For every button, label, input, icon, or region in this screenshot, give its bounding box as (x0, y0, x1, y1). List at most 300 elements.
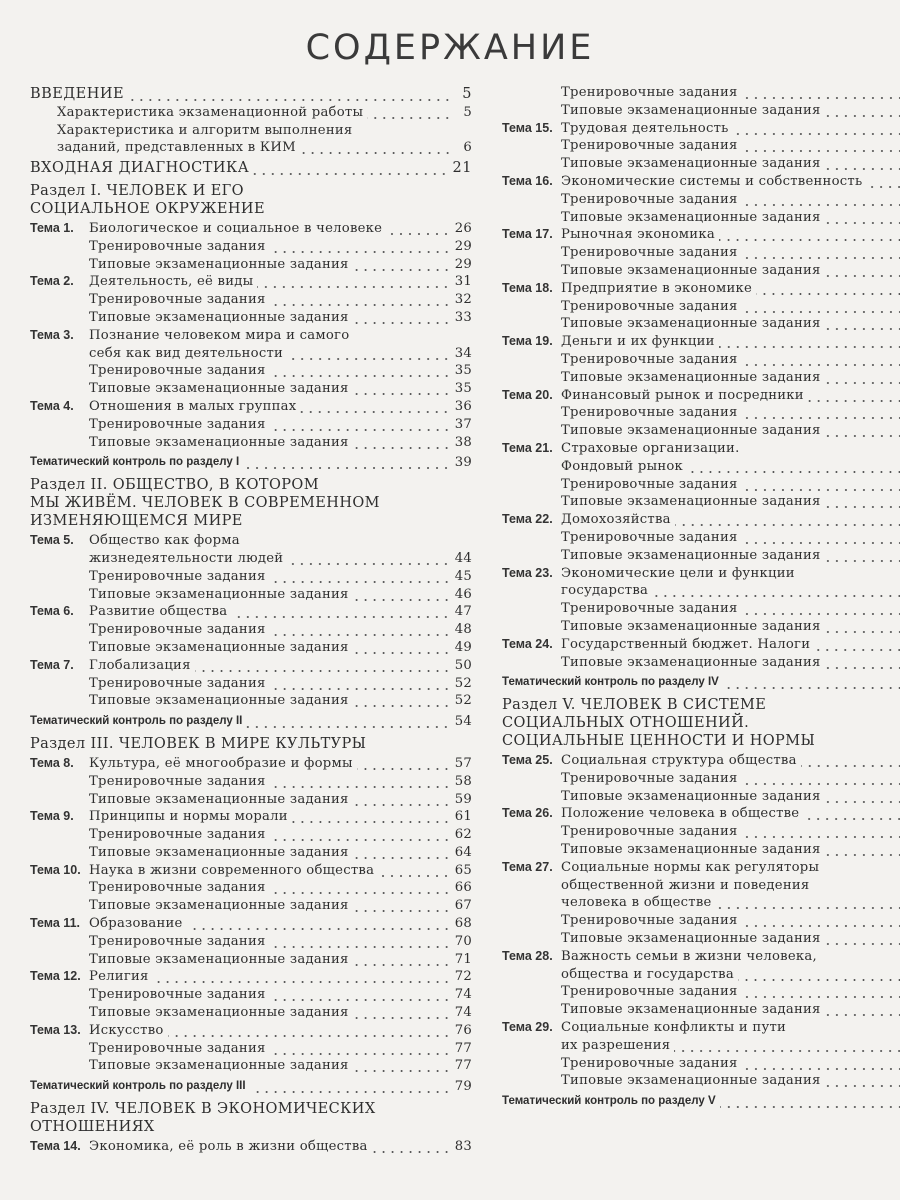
entry-title: Тренировочные задания (561, 529, 738, 545)
toc-entry-item[interactable] (30, 826, 472, 844)
toc-entry-item[interactable] (502, 823, 900, 841)
dot-leader (733, 120, 900, 138)
entry-title: Тренировочные задания (89, 622, 266, 638)
toc-entry-item[interactable] (502, 369, 900, 387)
toc-line (502, 674, 900, 692)
page-number: 57 (454, 755, 472, 771)
page-number: 5 (462, 86, 472, 102)
toc-entry-tema[interactable] (502, 636, 900, 654)
toc-entry-tema[interactable] (502, 173, 900, 191)
page-number: 21 (452, 160, 472, 177)
toc-entry-tema[interactable] (30, 532, 472, 568)
toc-line (30, 309, 472, 327)
toc-line (502, 404, 900, 422)
toc-entry-item[interactable] (30, 773, 472, 791)
toc-line (502, 493, 900, 511)
dot-leader (756, 280, 900, 298)
toc-entry-item[interactable] (30, 791, 472, 809)
topic-number: Тема 21. (502, 440, 553, 455)
toc-line (502, 422, 900, 440)
toc-line (502, 191, 900, 209)
dot-leader (825, 788, 900, 806)
toc-entry-tema[interactable] (30, 862, 472, 880)
page-number: 5 (463, 104, 472, 120)
entry-title: Типовые экзаменационные задания (89, 791, 349, 807)
toc-line (502, 877, 900, 895)
toc-line (30, 160, 472, 178)
entry-title: Типовые экзаменационные задания (89, 586, 349, 602)
toc-entry-item[interactable] (30, 986, 472, 1004)
toc-line (502, 930, 900, 948)
entry-title: Тематический контроль по разделу IV (502, 676, 719, 689)
entry-title: Тренировочные задания (561, 824, 738, 840)
toc-entry-item[interactable] (30, 933, 472, 951)
entry-title: Типовые экзаменационные задания (561, 156, 821, 172)
entry-title: Тематический контроль по разделу V (502, 1095, 716, 1108)
page-number: 74 (454, 1005, 472, 1021)
entry-title: ИЗМЕНЯЮЩЕМСЯ МИРЕ (30, 513, 243, 530)
dot-leader (357, 755, 451, 773)
toc-entry-tema[interactable] (30, 1022, 472, 1040)
toc-entry-item[interactable] (502, 298, 900, 316)
toc-line (30, 844, 472, 862)
toc-entry-tema[interactable] (502, 948, 900, 984)
entry-title: Тренировочные задания (89, 675, 266, 691)
topic-number: Тема 17. (502, 227, 553, 242)
dot-leader (353, 844, 451, 862)
toc-entry-item[interactable] (30, 692, 472, 710)
toc-entry-item[interactable] (30, 568, 472, 586)
dot-leader (287, 345, 451, 363)
toc-entry-item[interactable] (30, 256, 472, 274)
entry-title: Типовые экзаменационные задания (561, 654, 821, 670)
dot-leader (270, 621, 451, 639)
topic-number: Тема 9. (30, 809, 74, 824)
topic-number: Тема 16. (502, 173, 553, 188)
entry-title: Религия (89, 969, 149, 985)
topic-number: Тема 27. (502, 859, 553, 874)
toc-entry-item[interactable] (502, 404, 900, 422)
toc-entry-tema[interactable] (30, 915, 472, 933)
toc-line (30, 454, 472, 472)
toc-entry-tema[interactable] (502, 511, 900, 529)
toc-line (502, 636, 900, 654)
entry-title: государства (561, 583, 649, 599)
entry-title: Раздел IV. ЧЕЛОВЕК В ЭКОНОМИЧЕСКИХ (30, 1101, 376, 1118)
toc-line (502, 1001, 900, 1019)
toc-entry-item[interactable] (30, 586, 472, 604)
entry-title: Типовые экзаменационные задания (89, 256, 349, 272)
toc-entry-item[interactable] (502, 493, 900, 511)
entry-title: ВХОДНАЯ ДИАГНОСТИКА (30, 160, 250, 177)
toc-line (30, 183, 472, 201)
toc-line (502, 155, 900, 173)
toc-line (30, 380, 472, 398)
toc-entry-item[interactable] (30, 621, 472, 639)
toc-line (30, 220, 472, 238)
topic-number: Тема 22. (502, 512, 553, 527)
dot-leader (866, 173, 900, 191)
toc-line (30, 86, 472, 104)
entry-title: Типовые экзаменационные задания (89, 381, 349, 397)
entry-title: Типовые экзаменационные задания (561, 618, 821, 634)
entry-title: Наука в жизни современного общества (89, 862, 375, 878)
entry-title: ВВЕДЕНИЕ (30, 86, 125, 102)
entry-title: Тренировочные задания (561, 476, 738, 492)
toc-line (502, 458, 900, 476)
topic-number: Тема 4. (30, 398, 74, 413)
toc-line (502, 841, 900, 859)
toc-entry-item[interactable] (502, 983, 900, 1001)
toc-line (30, 951, 472, 969)
toc-entry-tema[interactable] (30, 273, 472, 291)
toc-entry-tema[interactable] (502, 805, 900, 823)
toc-entry-tema[interactable] (502, 752, 900, 770)
page-number: 77 (454, 1058, 472, 1074)
toc-entry-item[interactable] (502, 191, 900, 209)
page-number: 47 (454, 604, 472, 620)
page-number: 45 (454, 568, 472, 584)
topic-number: Тема 28. (502, 948, 553, 963)
toc-entry-sub[interactable] (30, 122, 472, 158)
topic-number: Тема 23. (502, 565, 553, 580)
toc-entry-tema[interactable] (30, 808, 472, 826)
toc-line (30, 1057, 472, 1075)
topic-number: Тема 15. (502, 120, 553, 135)
toc-entry-item[interactable] (502, 137, 900, 155)
page-number: 76 (454, 1022, 472, 1038)
topic-number: Тема 11. (30, 916, 80, 931)
dot-leader (353, 586, 451, 604)
toc-entry-control[interactable] (30, 454, 472, 472)
dot-leader (742, 476, 900, 494)
page-number: 68 (454, 916, 472, 932)
toc-entry-item[interactable] (30, 434, 472, 452)
entry-title: Финансовый рынок и посредники (561, 387, 804, 403)
page-number: 39 (454, 455, 472, 471)
entry-title: Типовые экзаменационные задания (561, 316, 821, 332)
toc-line (30, 1040, 472, 1058)
entry-title: Тренировочные задания (89, 880, 266, 896)
dot-leader (367, 104, 452, 122)
topic-number: Тема 8. (30, 755, 74, 770)
dot-leader (372, 1138, 451, 1156)
toc-line (30, 692, 472, 710)
dot-leader (353, 1004, 451, 1022)
toc-entry-item[interactable] (502, 262, 900, 280)
entry-title: Типовые экзаменационные задания (89, 898, 349, 914)
page-number: 71 (454, 951, 472, 967)
toc-line (30, 862, 472, 880)
toc-entry-item[interactable] (30, 416, 472, 434)
toc-entry-tema[interactable] (502, 387, 900, 405)
toc-entry-item[interactable] (502, 1072, 900, 1090)
toc-line (502, 226, 900, 244)
toc-entry-item[interactable] (502, 244, 900, 262)
toc-entry-tema[interactable] (502, 565, 900, 601)
toc-entry-tema[interactable] (30, 398, 472, 416)
dot-leader (168, 1022, 451, 1040)
toc-entry-item[interactable] (502, 788, 900, 806)
toc-entry-item[interactable] (502, 618, 900, 636)
toc-line (502, 859, 900, 877)
toc-entry-control[interactable] (502, 674, 900, 692)
toc-entry-item[interactable] (502, 930, 900, 948)
dot-leader (353, 951, 451, 969)
entry-title: Тренировочные задания (561, 138, 738, 154)
dot-leader (250, 1078, 451, 1096)
toc-entry-tema[interactable] (30, 1138, 472, 1156)
toc-entry-control[interactable] (30, 1078, 472, 1096)
entry-title: Тренировочные задания (89, 416, 266, 432)
entry-title: Типовые экзаменационные задания (89, 1005, 349, 1021)
entry-title: Тематический контроль по разделу III (30, 1080, 246, 1093)
toc-entry-tema[interactable] (30, 220, 472, 238)
page-number: 49 (454, 639, 472, 655)
toc-entry-item[interactable] (502, 422, 900, 440)
dot-leader (195, 657, 451, 675)
toc-line (30, 1004, 472, 1022)
dot-leader (825, 155, 900, 173)
toc-line (30, 968, 472, 986)
toc-line (502, 1072, 900, 1090)
entry-title: Тренировочные задания (89, 933, 266, 949)
toc-line (30, 201, 472, 219)
toc-line (502, 173, 900, 191)
entry-title: Развитие общества (89, 604, 228, 620)
toc-entry-tema[interactable] (30, 968, 472, 986)
dot-leader (353, 434, 451, 452)
toc-entry-tema[interactable] (502, 1019, 900, 1055)
dot-leader (825, 1001, 900, 1019)
entry-title: общественной жизни и поведения (561, 877, 810, 893)
topic-number: Тема 25. (502, 753, 553, 768)
dot-leader (270, 416, 451, 434)
page-number: 77 (454, 1040, 472, 1056)
toc-entry-item[interactable] (502, 654, 900, 672)
toc-entry-item[interactable] (502, 476, 900, 494)
page-number: 44 (454, 550, 472, 566)
dot-leader (270, 362, 451, 380)
entry-title: Тренировочные задания (561, 770, 738, 786)
toc-line (502, 600, 900, 618)
toc-line (502, 983, 900, 1001)
dot-leader (287, 550, 450, 568)
page-number: 34 (454, 345, 472, 361)
dot-leader (719, 333, 900, 351)
entry-title: Раздел II. ОБЩЕСТВО, В КОТОРОМ (30, 477, 319, 494)
entry-title: Экономические цели и функции (561, 565, 795, 581)
toc-line (30, 1078, 472, 1096)
entry-title: Типовые экзаменационные задания (561, 102, 821, 118)
toc-entry-control[interactable] (30, 713, 472, 731)
dot-leader (825, 493, 900, 511)
toc-entry-control[interactable] (502, 1093, 900, 1111)
topic-number: Тема 2. (30, 274, 74, 289)
entry-title: Общество как форма (89, 533, 240, 549)
toc-line (502, 262, 900, 280)
topic-number: Тема 26. (502, 806, 553, 821)
toc-entry-item[interactable] (30, 675, 472, 693)
toc-entry-item[interactable] (30, 639, 472, 657)
entry-title: Тематический контроль по разделу I (30, 456, 240, 469)
toc-entry-item[interactable] (30, 238, 472, 256)
entry-title: Типовые экзаменационные задания (89, 951, 349, 967)
entry-title: Тренировочные задания (89, 238, 266, 254)
toc-line (30, 139, 472, 157)
entry-title: Рыночная экономика (561, 227, 715, 243)
toc-entry-item[interactable] (30, 1040, 472, 1058)
entry-title: Типовые экзаменационные задания (89, 844, 349, 860)
toc-line (30, 477, 472, 495)
entry-title: Типовые экзаменационные задания (561, 1073, 821, 1089)
toc-entry-item[interactable] (30, 951, 472, 969)
dot-leader (738, 966, 900, 984)
toc-line (502, 770, 900, 788)
page-number: 64 (454, 844, 472, 860)
toc-entry-item[interactable] (502, 155, 900, 173)
dot-leader (742, 404, 900, 422)
toc-entry-tema[interactable] (502, 280, 900, 298)
toc-entry-item[interactable] (502, 600, 900, 618)
toc-entry-tema[interactable] (30, 327, 472, 363)
toc-line (30, 256, 472, 274)
toc-line (502, 244, 900, 262)
toc-entry-tema[interactable] (502, 859, 900, 912)
dot-leader (353, 639, 451, 657)
topic-number: Тема 20. (502, 387, 553, 402)
toc-entry-tema[interactable] (502, 120, 900, 138)
toc-line (502, 351, 900, 369)
toc-entry-item[interactable] (502, 841, 900, 859)
dot-leader (742, 137, 900, 155)
entry-title: Тематический контроль по разделу II (30, 715, 243, 728)
dot-leader (742, 191, 900, 209)
toc-entry-item[interactable] (502, 351, 900, 369)
toc-entry-item[interactable] (502, 1001, 900, 1019)
toc-line (30, 273, 472, 291)
toc-line (502, 1093, 900, 1111)
toc-entry-section (30, 1101, 472, 1137)
toc-entry-h1[interactable] (30, 86, 472, 104)
entry-title: Тренировочные задания (89, 1040, 266, 1056)
dot-leader (825, 930, 900, 948)
toc-entry-item[interactable] (30, 1057, 472, 1075)
toc-entry-item[interactable] (30, 879, 472, 897)
toc-entry-item[interactable] (30, 844, 472, 862)
entry-title: Типовые экзаменационные задания (561, 262, 821, 278)
toc-entry-item[interactable] (30, 362, 472, 380)
dot-leader (378, 862, 451, 880)
toc-entry-tema[interactable] (30, 755, 472, 773)
page-number: 70 (454, 933, 472, 949)
toc-entry-item[interactable] (30, 309, 472, 327)
dot-leader (825, 618, 900, 636)
toc-entry-item[interactable] (502, 1055, 900, 1073)
toc-line (502, 102, 900, 120)
dot-leader (723, 674, 900, 692)
entry-title: СОЦИАЛЬНЫЕ ЦЕННОСТИ И НОРМЫ (502, 733, 816, 750)
toc-entry-item[interactable] (502, 209, 900, 227)
toc-line (30, 104, 472, 122)
entry-title: МЫ ЖИВЁМ. ЧЕЛОВЕК В СОВРЕМЕННОМ (30, 495, 380, 512)
page-number: 79 (454, 1079, 472, 1095)
page-number: 29 (454, 256, 472, 272)
dot-leader (353, 309, 451, 327)
page-number: 6 (463, 140, 472, 156)
toc-entry-h1[interactable] (30, 160, 472, 178)
toc-entry-item[interactable] (502, 912, 900, 930)
toc-entry-item[interactable] (502, 529, 900, 547)
toc-line (30, 915, 472, 933)
entry-title: Тренировочные задания (561, 351, 738, 367)
toc-line (502, 948, 900, 966)
toc-line (30, 675, 472, 693)
entry-title: Экономика, её роль в жизни общества (89, 1139, 368, 1155)
toc-entry-item[interactable] (502, 84, 900, 102)
toc-entry-item[interactable] (30, 1004, 472, 1022)
dot-leader (675, 511, 900, 529)
entry-title: Тренировочные задания (561, 1055, 738, 1071)
entry-title: Раздел III. ЧЕЛОВЕК В МИРЕ КУЛЬТУРЫ (30, 736, 367, 753)
entry-title: Типовые экзаменационные задания (89, 1058, 349, 1074)
dot-leader (353, 1057, 451, 1075)
toc-entry-item[interactable] (502, 315, 900, 333)
page-number: 72 (454, 969, 472, 985)
toc-entry-tema[interactable] (502, 333, 900, 351)
dot-leader (652, 582, 900, 600)
toc-entry-item[interactable] (30, 380, 472, 398)
toc-line (502, 511, 900, 529)
toc-line (30, 986, 472, 1004)
toc-entry-tema[interactable] (502, 440, 900, 476)
toc-line (30, 345, 472, 363)
page-number: 67 (454, 898, 472, 914)
dot-leader (716, 894, 900, 912)
entry-title: Типовые экзаменационные задания (561, 788, 821, 804)
toc-entry-tema[interactable] (502, 226, 900, 244)
page-number: 29 (454, 238, 472, 254)
entry-title: Тренировочные задания (89, 568, 266, 584)
dot-leader (270, 568, 451, 586)
toc-line (30, 773, 472, 791)
toc-line (502, 476, 900, 494)
topic-number: Тема 1. (30, 220, 74, 235)
dot-leader (803, 805, 900, 823)
entry-title: Глобализация (89, 657, 191, 673)
toc-line (30, 568, 472, 586)
dot-leader (808, 387, 900, 405)
toc-entry-item[interactable] (502, 770, 900, 788)
toc-right-column (502, 84, 900, 1115)
dot-leader (825, 262, 900, 280)
entry-title: Типовые экзаменационные задания (561, 931, 821, 947)
toc-entry-tema[interactable] (30, 657, 472, 675)
toc-entry-item[interactable] (30, 291, 472, 309)
page-number: 31 (454, 274, 472, 290)
entry-title: общества и государства (561, 966, 734, 982)
topic-number: Тема 13. (30, 1022, 81, 1037)
entry-title: человека в обществе (561, 895, 712, 911)
toc-entry-tema[interactable] (30, 603, 472, 621)
toc-entry-item[interactable] (502, 102, 900, 120)
entry-title: Типовые экзаменационные задания (89, 693, 349, 709)
toc-entry-item[interactable] (502, 547, 900, 565)
toc-entry-item[interactable] (30, 897, 472, 915)
entry-title: Тренировочные задания (89, 987, 266, 1003)
entry-title: Характеристика и алгоритм выполнения (57, 122, 353, 138)
toc-entry-sub[interactable] (30, 104, 472, 122)
